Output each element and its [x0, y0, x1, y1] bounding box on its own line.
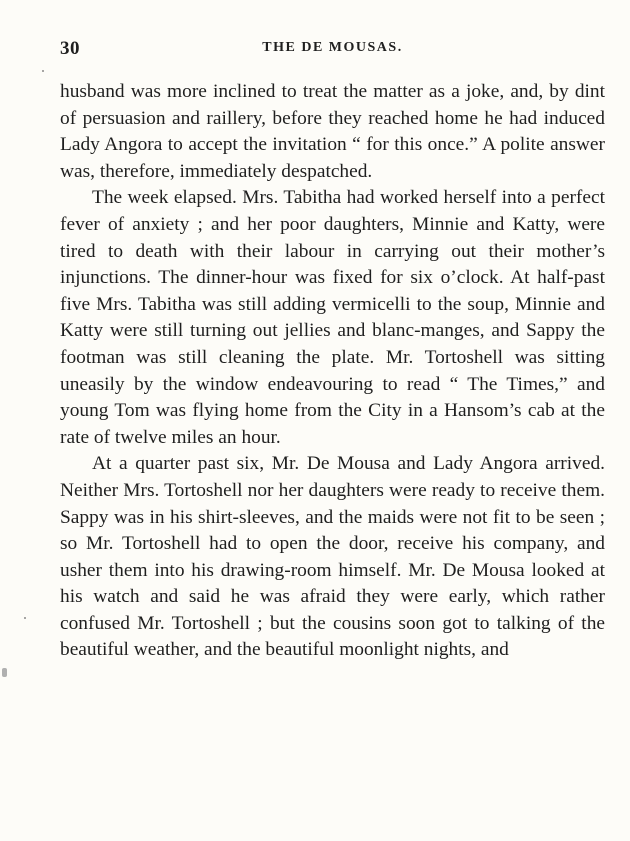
paragraph-week-elapsed: The week elapsed. Mrs. Tabitha had worked herself into a perfect fever of anxiety ; and her poor daughters, Minnie and Katty, were tired to death with their labour in carrying out their mother’s injunctions. The dinner-hour was fixed for six o’clock. At half-past five Mrs. Tabitha was still adding vermicelli to the soup, Minnie and Katty were still turning out jellies and blanc-manges, and Sappy the footman was still cleaning the plate. Mr. Tortoshell was sitting uneasily by the window endeavouring to read “ The Times,” and young Tom was flying home from the City in a Hansom’s cab at the rate of twelve miles an hour. — [60, 187, 605, 448]
body-text — [60, 79, 605, 664]
page-header — [60, 38, 605, 60]
paragraph-quarter-past-six: At a quarter past six, Mr. De Mousa and Lady Angora arrived. Neither Mrs. Tortoshell nor her daughters were ready to receive them. Sappy was in his shirt-sleeves, and the maids were not fit to be seen ; so Mr. Tortoshell had to open the door, receive his company, and usher them into his drawing-room himself. Mr. De Mousa looked at his watch and said he was afraid they were early, which rather confused Mr. Tortoshell ; but the cousins soon got to talking of the beautiful weather, and the beautiful moonlight nights, and — [60, 453, 605, 661]
running-title: THE DE MOUSAS. — [262, 40, 403, 55]
paper-speck — [42, 70, 44, 72]
paragraph-continuation: husband was more inclined to treat the matter as a joke, and, by dint of persuasion and raillery, before they reached home he had induced Lady Angora to accept the invitation “ for this once.” A polite answer was, therefore, immediately despatched. — [60, 81, 605, 182]
page-number: 30 — [60, 38, 80, 59]
paper-speck — [2, 668, 7, 677]
paper-speck — [24, 617, 26, 619]
